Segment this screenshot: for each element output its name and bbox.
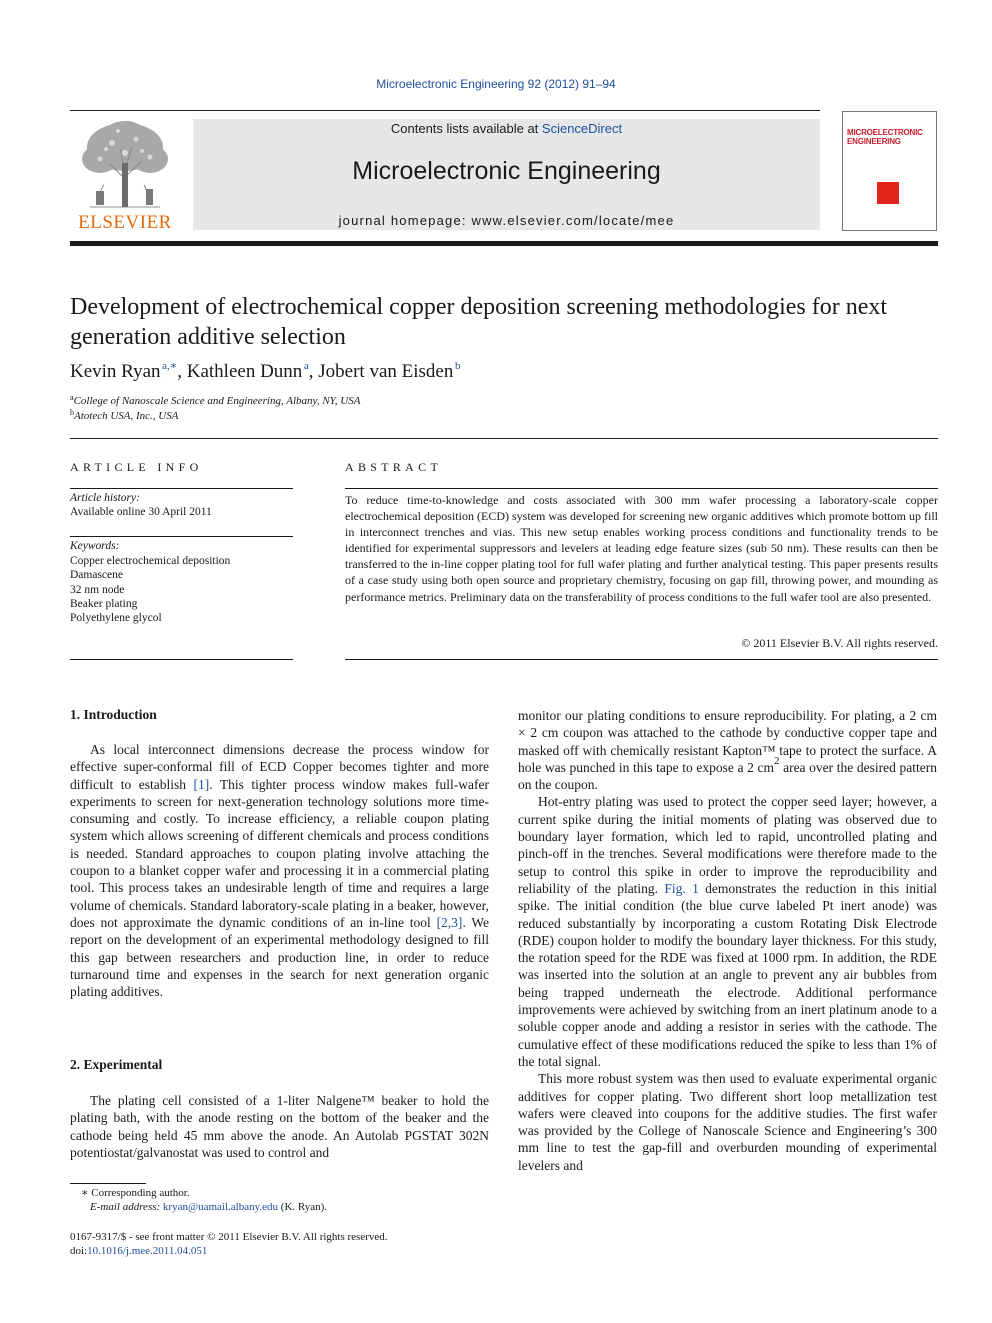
text-run: demonstrates the reduction in this initial spike. The initial condition (the blue curve labeled Pt inert anode) was reduced substantially by incorporating a custom Rotating Disk Electrode (RDE) coupon holder to modify the boundary layer thickness. For this study, the rotation speed for the RDE was fixed at 1000 rpm. In addition, the RDE was inserted into the solution at an angle to prevent any air bubbles from being trapped underneath the electrode. Additional performance improvements were achieved by switching from an inert platinum anode to a soluble copper anode and adding a resistor in series with the cathode. The cumulative effect of these modifications reduced the spike to less than 1% of the total signal. bbox=[518, 880, 938, 1069]
affiliation-a bbox=[70, 395, 360, 407]
article-info-heading: ARTICLE INFO bbox=[70, 460, 203, 474]
reference-link[interactable]: [1] bbox=[193, 776, 210, 792]
text-run: . We report on the development of an experimental methodology designed to fill this gap between researchers and production line, in order to reduce turnaround time and expenses in the search for next generation organic plating additives. bbox=[70, 914, 489, 1000]
sciencedirect-link[interactable]: ScienceDirect bbox=[541, 121, 623, 136]
paragraph: This more robust system was then used to evaluate experimental organic additives for copper plating. Two different short loop metallization test wafers were cleaved into coupons for the additive studies. The first wafer was provided by the College of Nanoscale Science and Engineering’s 300 mm line to test the gap-fill and overburden mounding of experimental levelers and bbox=[518, 1071, 937, 1173]
reference-link[interactable]: [2,3] bbox=[436, 914, 463, 930]
affiliation-text: Atotech USA, Inc., USA bbox=[74, 410, 179, 422]
keywords-list bbox=[70, 554, 230, 625]
abstract-heading: ABSTRACT bbox=[345, 460, 443, 474]
email-link[interactable]: kryan@uamail.albany.edu bbox=[162, 1201, 279, 1213]
abstract-rule bbox=[345, 488, 938, 489]
doi-line bbox=[70, 1245, 207, 1257]
article-info-rule bbox=[70, 488, 293, 489]
cover-title: MICROELECTRONIC ENGINEERING bbox=[847, 128, 923, 146]
elsevier-wordmark: ELSEVIER bbox=[78, 212, 172, 233]
author-affiliation-marker[interactable]: a bbox=[303, 360, 309, 372]
abstract-text: To reduce time-to-knowledge and costs associated with 300 mm wafer processing a laboratory-scale copper electrochemical deposition (ECD) system was developed for screening new organic additives which promote bottom up fill in interconnect trenches and vias. This new setup enables working process conditions and functionality trends to be identified for experimental suppressors and levelers at leading edge feature sizes (sub 50 nm). These results can then be transferred to the in-line copper plating tool for full wafer plating and further analytical testing. This paper presents results of a case study using both open source and proprietary chemistry, focusing on gap fill, throwing power, and mounding as performance metrics. Preliminary data on the transferability of process conditions to the full wafer tool are also presented. bbox=[345, 493, 938, 604]
header-top-rule bbox=[70, 110, 820, 111]
journal-reference-link[interactable]: Microelectronic Engineering 92 (2012) 91–94 bbox=[376, 77, 616, 91]
issn-line: 0167-9317/$ - see front matter © 2011 Elsevier B.V. All rights reserved. bbox=[70, 1231, 388, 1243]
contents-availability-line bbox=[193, 121, 820, 136]
section-title-introduction: 1. Introduction bbox=[70, 707, 157, 722]
article-history-label: Article history: bbox=[70, 492, 140, 504]
email-note bbox=[90, 1201, 327, 1213]
affiliation-text: College of Nanoscale Science and Engineering, Albany, NY, USA bbox=[73, 395, 361, 407]
text-run: As local interconnect dimensions decrease the process window for effective super-conformal fill of ECD Copper becomes tighter and more difficult to establish bbox=[70, 742, 489, 792]
affiliation-marker: b bbox=[70, 408, 74, 417]
keyword-item: Copper electrochemical deposition bbox=[70, 555, 231, 567]
elsevier-logo[interactable] bbox=[70, 119, 180, 234]
journal-cover-thumbnail[interactable] bbox=[842, 111, 937, 231]
experimental-body-continued bbox=[518, 707, 937, 1174]
header-thick-rule bbox=[70, 241, 938, 246]
contents-prefix: Contents lists available at bbox=[390, 121, 542, 136]
copyright-line: © 2011 Elsevier B.V. All rights reserved. bbox=[741, 636, 938, 650]
doi-link[interactable]: 10.1016/j.mee.2011.04.051 bbox=[87, 1245, 208, 1257]
text-run: area over the desired pattern on the coupon. bbox=[518, 759, 937, 793]
keyword-item: 32 nm node bbox=[70, 583, 125, 596]
author-affiliation-marker[interactable]: b bbox=[454, 360, 461, 372]
footnote-rule bbox=[70, 1183, 146, 1184]
affiliation-marker: a bbox=[70, 393, 74, 402]
footnote-text: ∗ Corresponding author. bbox=[81, 1187, 190, 1199]
keyword-item: Polyethylene glycol bbox=[70, 612, 162, 625]
article-history-value: Available online 30 April 2011 bbox=[70, 506, 212, 518]
email-suffix: (K. Ryan). bbox=[278, 1201, 328, 1213]
text-run: . This tighter process window makes full-wafer experiments to screen for next-generation technology solutions more time-consuming and costly. To increase efficiency, a reliable coupon plating system which allows screening of different chemicals and process conditions is needed. Standard approaches to coupon plating involve attaching the coupon to a blanket copper wafer and processing it in a commercial plating tool. This process takes an undesirable length of time and requires a large volume of chemicals. Standard laboratory-scale plating in a beaker, however, does not approximate the dynamic conditions of an in-line tool bbox=[70, 776, 489, 930]
article-info-rule bbox=[70, 536, 293, 537]
paragraph: The plating cell consisted of a 1-liter Nalgene™ beaker to hold the plating bath, with the anode resting on the bottom of the beaker and the cathode being held 45 mm above the anode. An Autolab PGSTAT 302N potentiostat/galvanostat was used to control and bbox=[70, 1093, 489, 1160]
author-name[interactable]: Kathleen Dunn bbox=[186, 361, 303, 382]
affiliation-b bbox=[70, 410, 178, 422]
author-list: Kevin Ryan $^{a,∗}$, Kathleen Dunn $^a$, Jobert van Eisden $^b$ bbox=[70, 360, 461, 382]
superscript: 2 bbox=[773, 754, 780, 767]
author-name[interactable]: Kevin Ryan bbox=[70, 361, 161, 382]
text-run: monitor our plating conditions to ensure reproducibility. For plating, a 2 cm × 2 cm coupon was attached to the cathode by conductive copper tape and masked off with chemically resistant Kapton™ tape to protect the surface. A hole was punched in this tape to expose a 2 cm bbox=[518, 708, 937, 775]
keywords-label: Keywords: bbox=[70, 540, 120, 552]
cover-image-square bbox=[877, 182, 899, 204]
keyword-item: Damascene bbox=[70, 569, 123, 582]
author-affiliation-marker[interactable]: a,∗ bbox=[162, 360, 178, 372]
figure-reference-link[interactable]: Fig. 1 bbox=[664, 880, 699, 896]
section-title-experimental: 2. Experimental bbox=[70, 1057, 163, 1072]
keyword-item: Beaker plating bbox=[70, 597, 138, 610]
article-title: Development of electrochemical copper deposition screening methodologies for next generation additive selection bbox=[70, 294, 888, 350]
paragraph bbox=[518, 793, 937, 1070]
journal-homepage[interactable]: journal homepage: www.elsevier.com/locate/mee bbox=[338, 213, 675, 228]
email-label: E-mail address: bbox=[90, 1201, 161, 1213]
abstract-rule bbox=[345, 659, 938, 660]
introduction-body bbox=[70, 741, 489, 1000]
corresponding-author-note bbox=[70, 1186, 190, 1199]
article-info-rule bbox=[70, 659, 293, 660]
author-name[interactable]: Jobert van Eisden bbox=[318, 361, 454, 382]
text-run: Hot-entry plating was used to protect the copper seed layer; however, a current spike during the initial moments of plating was observed due to boundary layer formation, which led to rapid, uncontrolled plating and pinch-off in the trenches. Several modifications were therefore made to the setup to control this spike in order to improve the reproducibility and reliability of the plating. bbox=[518, 794, 937, 896]
paragraph bbox=[70, 741, 489, 1000]
title-block-rule bbox=[70, 438, 938, 439]
elsevier-tree-icon bbox=[70, 119, 180, 209]
experimental-body bbox=[70, 1092, 489, 1161]
journal-name: Microelectronic Engineering bbox=[352, 157, 661, 185]
doi-label: doi: bbox=[70, 1245, 88, 1257]
paragraph bbox=[518, 707, 937, 793]
